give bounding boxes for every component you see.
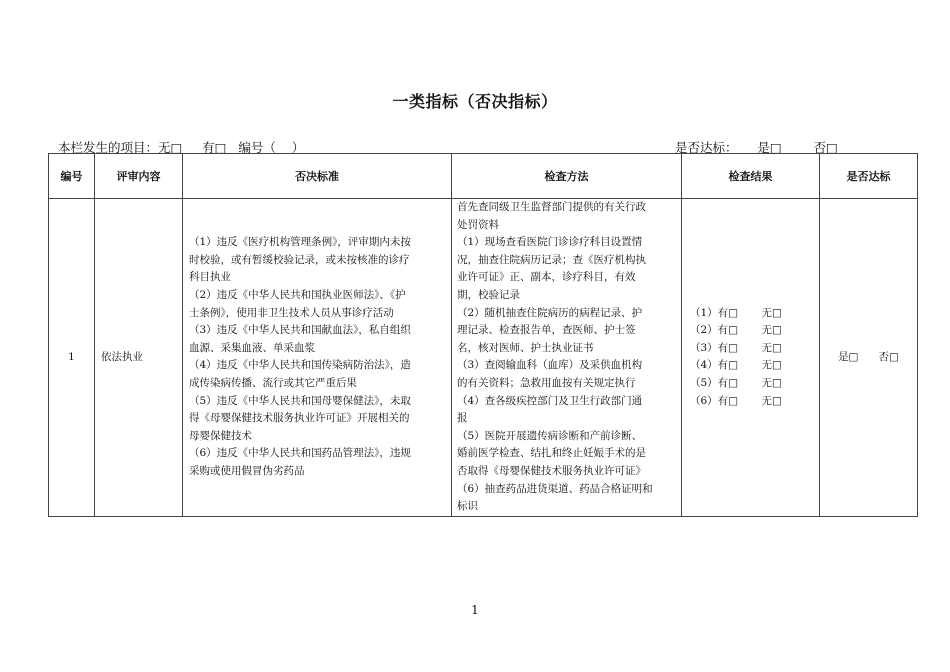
page-title: 一类指标（否决指标） bbox=[392, 92, 558, 111]
standard-line: （2）违反《中华人民共和国执业医师法》、《护 bbox=[189, 288, 406, 301]
standard-line: （5）违反《中华人民共和国母婴保健法》，未取 bbox=[189, 394, 411, 407]
method-line: 业许可证》正、副本，诊疗科目，有效 bbox=[457, 271, 636, 284]
page-number: 1 bbox=[471, 603, 479, 617]
row-compliance-checkbox[interactable]: 是□ 否□ bbox=[820, 199, 918, 517]
standard-line: 采购或使用假冒伪劣药品 bbox=[189, 464, 305, 477]
check-method-lines bbox=[457, 199, 677, 516]
method-line: 理记录、检查报告单，查医师、护士签 bbox=[457, 324, 636, 337]
method-line: 况，抽查住院病历记录；查《医疗机构执 bbox=[457, 253, 646, 266]
method-line: 处罚资料 bbox=[457, 218, 499, 231]
method-line: 首先查同级卫生监督部门提供的有关行政 bbox=[457, 201, 646, 213]
table-header-row bbox=[49, 154, 918, 199]
method-line: 婚前医学检查、结扎和终止妊娠手术的是 bbox=[457, 447, 646, 460]
method-line: 报 bbox=[457, 412, 468, 425]
standard-line: 时校验，或有暂缓校验记录，或未按核准的诊疗 bbox=[189, 253, 410, 266]
header-check-result: 检查结果 bbox=[682, 154, 820, 199]
result-checkbox-line[interactable]: （2）有□ 无□ bbox=[690, 324, 782, 337]
standard-line: （3）违反《中华人民共和国献血法》，私自组织 bbox=[189, 324, 411, 337]
header-number: 编号 bbox=[49, 154, 95, 199]
method-line: （1）现场查看医院门诊诊疗科目设置情 bbox=[457, 236, 643, 249]
header-review-content: 评审内容 bbox=[95, 154, 183, 199]
method-line: （6）抽查药品进货渠道、药品合格证明和 bbox=[457, 482, 653, 495]
table-row bbox=[49, 199, 918, 517]
method-line: （5）医院开展遗传病诊断和产前诊断、 bbox=[457, 429, 643, 442]
standard-line: 母婴保健技术 bbox=[189, 429, 252, 442]
result-checkbox-line[interactable]: （6）有□ 无□ bbox=[690, 394, 782, 407]
header-check-method: 检查方法 bbox=[452, 154, 682, 199]
row-number: 1 bbox=[49, 199, 95, 517]
result-checkbox-line[interactable]: （4）有□ 无□ bbox=[690, 359, 782, 372]
veto-standard-lines bbox=[189, 234, 446, 480]
standard-line: 成传染病传播、流行或其它严重后果 bbox=[189, 376, 357, 389]
veto-indicator-table bbox=[48, 153, 918, 517]
method-line: 期，校验记录 bbox=[457, 288, 520, 301]
standard-line: （1）违反《医疗机构管理条例》，评审期内未按 bbox=[189, 236, 411, 249]
row-review-content: 依法执业 bbox=[95, 199, 183, 517]
standard-line: 士条例》，使用非卫生技术人员从事诊疗活动 bbox=[189, 306, 394, 319]
method-line: （2）随机抽查住院病历的病程记录、护 bbox=[457, 306, 643, 319]
method-line: 标识 bbox=[457, 500, 478, 513]
method-line: 名，核对医师、护士执业证书 bbox=[457, 341, 594, 354]
standard-line: 血源、采集血液、单采血浆 bbox=[189, 341, 315, 354]
standard-line: （6）违反《中华人民共和国药品管理法》，违规 bbox=[189, 447, 411, 460]
row-check-result bbox=[682, 199, 820, 517]
method-line: （3）查阅输血科（血库）及采供血机构 bbox=[457, 359, 643, 372]
standard-line: 得《母婴保健技术服务执业许可证》开展相关的 bbox=[189, 412, 410, 425]
compliance-line: 是否达标： 是□ 否□ bbox=[675, 140, 838, 155]
standard-line: （4）违反《中华人民共和国传染病防治法》，造 bbox=[189, 359, 411, 372]
row-veto-standard bbox=[183, 199, 452, 517]
item-occurrence-line: 本栏发生的项目：无□ 有□ 编号（ ） bbox=[58, 140, 305, 155]
result-checkbox-line[interactable]: （3）有□ 无□ bbox=[690, 341, 782, 354]
method-line: 的有关资料；急救用血按有关规定执行 bbox=[457, 376, 636, 389]
standard-line: 科目执业 bbox=[189, 271, 231, 284]
header-compliance: 是否达标 bbox=[820, 154, 918, 199]
result-checkbox-line[interactable]: （1）有□ 无□ bbox=[690, 306, 782, 319]
method-line: （4）查各级疾控部门及卫生行政部门通 bbox=[457, 394, 643, 407]
header-veto-standard: 否决标准 bbox=[183, 154, 452, 199]
result-checkbox-line[interactable]: （5）有□ 无□ bbox=[690, 376, 782, 389]
row-check-method bbox=[452, 199, 682, 517]
method-line: 否取得《母婴保健技术服务执业许可证》 bbox=[457, 464, 646, 477]
